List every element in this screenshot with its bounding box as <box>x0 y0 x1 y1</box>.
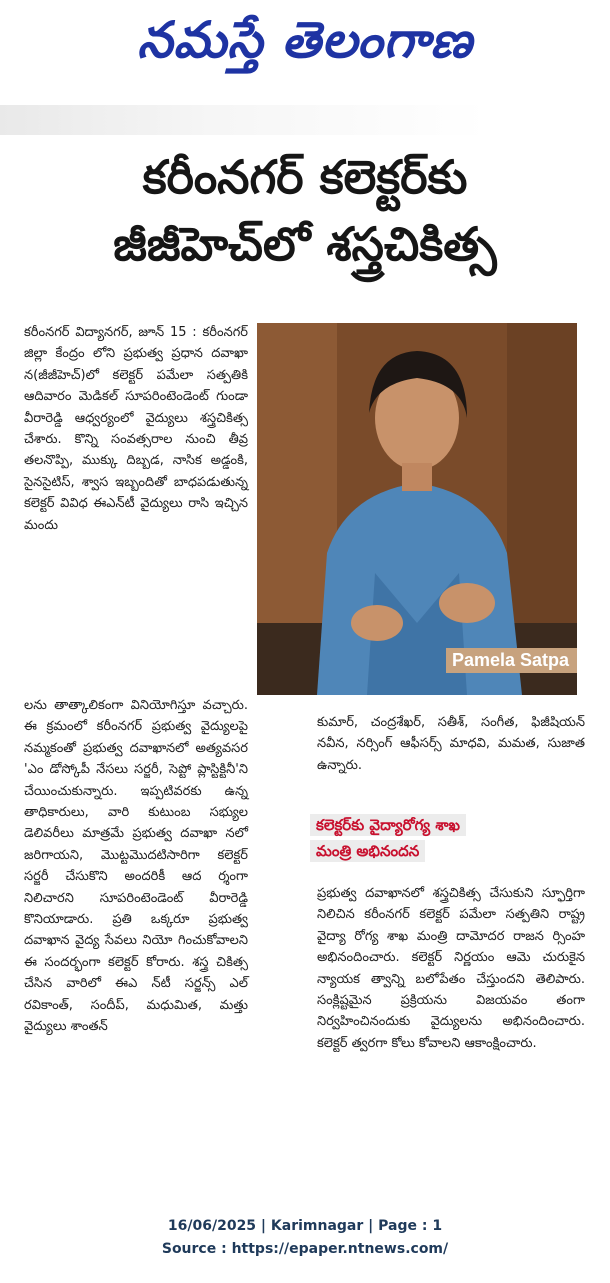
article-column-left-bottom <box>24 695 248 1038</box>
footer-source: Source : https://epaper.ntnews.com/ <box>161 1241 449 1257</box>
subheading-line-1: కలెక్టర్‌కు వైద్యారోగ్య శాఖ <box>310 814 466 836</box>
footer-dateline: 16/06/2025 | Karimnagar | Page : 1 <box>167 1218 443 1234</box>
header-divider <box>0 105 610 135</box>
subheading-line-2: మంత్రి అభినందన <box>310 840 425 862</box>
headline-line-1: కరీంనగర్ కలెక్టర్‌కు <box>142 150 468 204</box>
article-text: కుమార్, చంద్రశేఖర్, సతీశ్, సంగీత, ఫిజీషియన్ నవీన, నర్సింగ్ ఆఫీసర్స్ మాధవి, మమత, సుజాత ఉన్నారు. <box>317 715 585 773</box>
collector-photo-illustration <box>257 323 577 695</box>
article-text: కరీంనగర్ విద్యానగర్, జూన్ 15 : కరీంనగర్ జిల్లా కేంద్రం లోని ప్రభుత్వ ప్రధాన దవాఖా న(జీజీహెచ్)లో కలెక్టర్ పమేలా సత్పతికి ఆదివారం మెడికల్ సూపరింటెండెంట్ గుండా వీరారెడ్డి ఆధ్వర్యంలో వైద్యులు శస్త్రచికిత్స చేశారు. కొన్ని సంవత్సరాల నుంచి తీవ్ర తలనొప్పి, ముక్కు దిబ్బడ, నాసిక అడ్డంకి, సైనసైటిస్, శ్వాస ఇబ్బందితో బాధపడుతున్న కలెక్టర్ వివిధ ఈఎన్‌టీ వైద్యులు రాసి ఇచ్చిన మందు <box>24 325 248 533</box>
article-text: ప్రభుత్వ దవాఖానలో శస్త్రచికిత్స చేసుకుని స్ఫూర్తిగా నిలిచిన కరీంనగర్ కలెక్టర్ పమేలా సత్పతిని రాష్ట్ర వైద్యా రోగ్య శాఖ మంత్రి దామోదర రాజన ర్సింహ అభినందించారు. కలెక్టర్ నిర్ణయం ఆమె చురుకైన న్యాయక త్వాన్ని బలోపేతం చేస్తుందని తెలిపారు. సంక్లిష్టమైన ప్రక్రియను విజయవం తంగా నిర్వహించినందుకు వైద్యులను అభినందించారు. కలెక్టర్ త్వరగా కోలు కోవాలని ఆకాంక్షించారు. <box>317 886 585 1051</box>
article-photo <box>257 323 577 695</box>
subheading <box>310 812 580 864</box>
article-column-right-top <box>317 712 585 776</box>
article-text: లను తాత్కాలికంగా వినియోగిస్తూ వచ్చారు. ఈ క్రమంలో కరీంనగర్ ప్రభుత్వ వైద్యులపై నమ్మకంతో ప్రభుత్వ దవాఖానలో అత్యవసర 'ఎం డోస్కోపీ నేసలు సర్జరీ, సెప్టో ప్లాస్టిక్టినీ'ని చేయించుకున్నారు. ఇప్పటివరకు ఉన్న తాధికారులు, వారి కుటుంబ సభ్యుల డెలివరీలు మాత్రమే ప్రభుత్వ దవాఖా నలో జరిగాయని, మొట్టమొదటిసారిగా కలెక్టర్ సర్జరీ చేసుకొని అందరికీ ఆద ర్శంగా నిలిచారని సూపరింటెండెంట్ వీరారెడ్డి కొనియాడారు. ప్రతి ఒక్కరూ ప్రభుత్వ దవాఖాన వైద్య సేవలు నియో గించుకోవాలని ఈ సందర్భంగా కలెక్టర్ కోరారు. శస్త్ర చికిత్స చేసిన వారిలో ఈఎ న్‌టీ సర్జన్స్ ఎల్ రవికాంత్, సందీప్, మధుమిత, మత్తు వైద్యులు శాంతన్ <box>24 698 248 1035</box>
headline-line-2: జీజీహెచ్‌లో శస్త్రచికిత్స <box>113 217 497 271</box>
newspaper-logo: నమస్తే తెలంగాణ <box>137 11 473 69</box>
article-column-left-top <box>24 322 248 536</box>
article-column-right-bottom <box>317 883 585 1054</box>
photo-caption: Pamela Satpa <box>446 648 577 673</box>
masthead <box>0 0 610 80</box>
